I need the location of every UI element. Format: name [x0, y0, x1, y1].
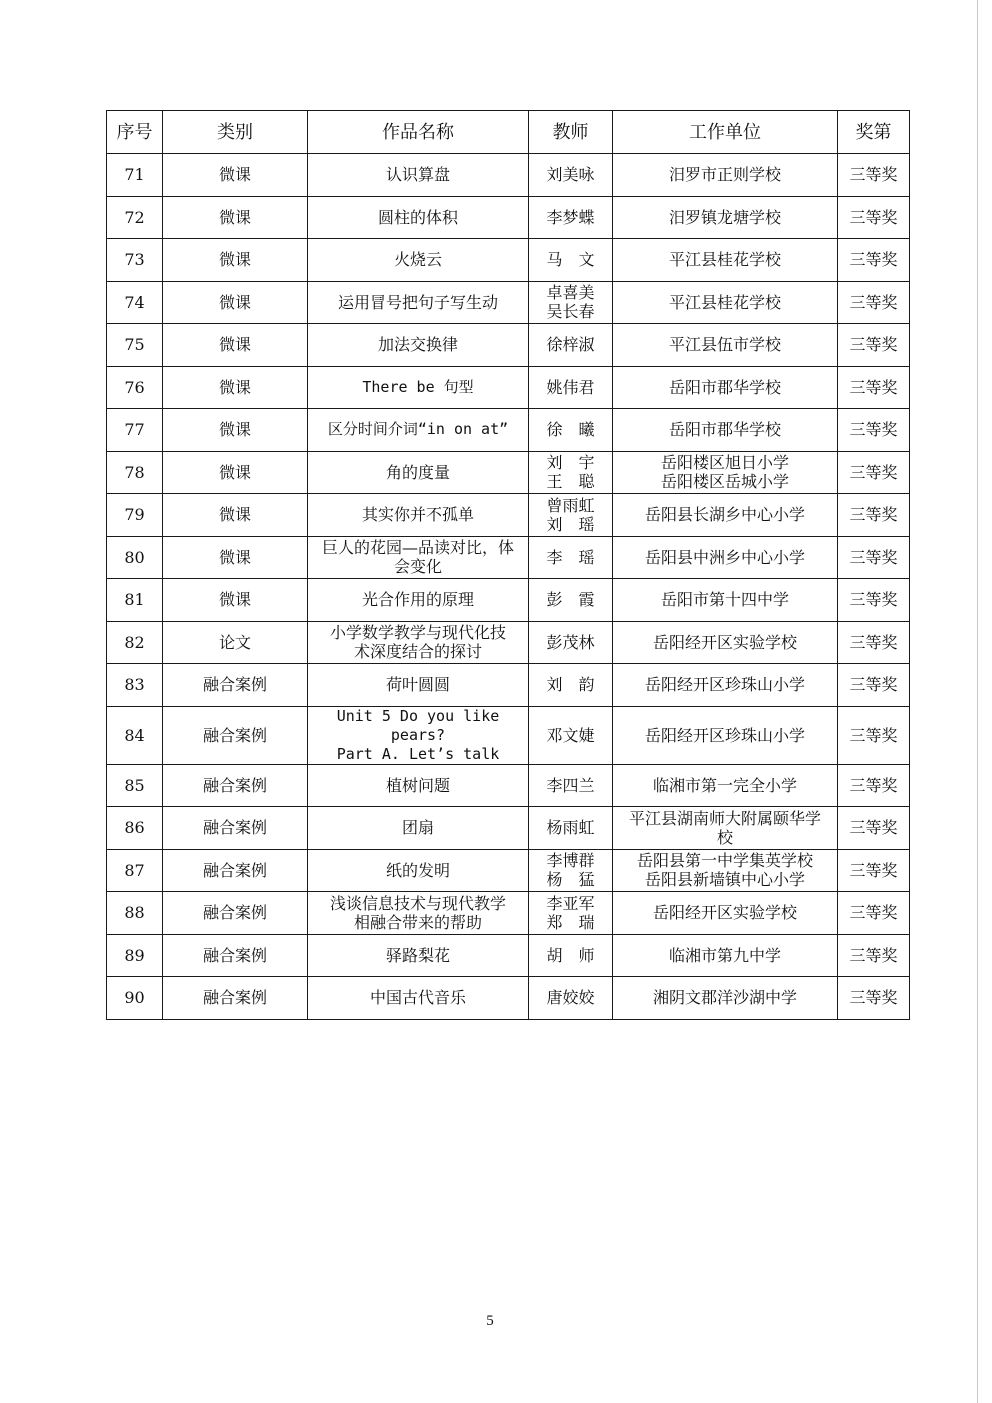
- row-category: 融合案例: [163, 807, 308, 850]
- row-unit: [613, 409, 838, 452]
- row-unit: [613, 764, 838, 807]
- row-award: 三等奖: [838, 807, 910, 850]
- row-award: 三等奖: [838, 977, 910, 1020]
- row-teacher: [529, 807, 613, 850]
- row-category: 微课: [163, 494, 308, 537]
- row-category: 融合案例: [163, 977, 308, 1020]
- table-row: [107, 977, 910, 1020]
- row-work-title-line: 圆柱的体积: [377, 207, 458, 227]
- row-teacher: [529, 239, 613, 282]
- row-unit: [613, 977, 838, 1020]
- page-number: 5: [486, 1313, 494, 1329]
- row-unit: [613, 664, 838, 707]
- row-work-title-line: 认识算盘: [385, 165, 450, 185]
- row-unit: [613, 451, 838, 494]
- row-teacher-line: 刘美咏: [546, 165, 595, 185]
- table-row: [107, 892, 910, 935]
- row-category: 融合案例: [163, 664, 308, 707]
- row-work-title-line: 纸的发明: [385, 860, 450, 880]
- table-row: [107, 366, 910, 409]
- row-number: 84: [107, 706, 163, 764]
- row-unit-line: 岳阳楼区岳城小学: [660, 472, 789, 492]
- row-unit-line: 岳阳经开区实验学校: [652, 632, 797, 652]
- row-teacher-line: 彭 霞: [546, 590, 595, 610]
- row-unit: [613, 196, 838, 239]
- table-row: [107, 239, 910, 282]
- row-award: 三等奖: [838, 621, 910, 664]
- row-award: 三等奖: [838, 664, 910, 707]
- row-number: 81: [107, 579, 163, 622]
- row-unit-line: 岳阳县长湖乡中心小学: [644, 505, 805, 525]
- row-teacher: [529, 977, 613, 1020]
- row-category: 微课: [163, 366, 308, 409]
- row-work-title-line: 巨人的花园—品读对比，体: [321, 538, 514, 558]
- row-work-title: [308, 621, 529, 664]
- row-work-title-line: 角的度量: [385, 462, 450, 482]
- row-unit: [613, 934, 838, 977]
- row-unit-line: 岳阳经开区珍珠山小学: [644, 725, 805, 745]
- row-work-title: [308, 494, 529, 537]
- row-work-title-line: 火烧云: [393, 250, 442, 270]
- table-row: [107, 664, 910, 707]
- row-unit-line: 平江县桂花学校: [668, 292, 781, 312]
- row-award: 三等奖: [838, 579, 910, 622]
- header-category: 类别: [163, 111, 308, 154]
- row-teacher-line: 刘 韵: [546, 675, 595, 695]
- table-body: [107, 154, 910, 1020]
- row-number: 89: [107, 934, 163, 977]
- row-award: 三等奖: [838, 239, 910, 282]
- row-number: 85: [107, 764, 163, 807]
- row-award: 三等奖: [838, 536, 910, 579]
- row-unit: [613, 621, 838, 664]
- row-work-title: [308, 706, 529, 764]
- row-teacher-line: 曾雨虹: [546, 495, 595, 515]
- table-row: [107, 451, 910, 494]
- row-work-title: [308, 409, 529, 452]
- row-work-title: [308, 892, 529, 935]
- row-teacher-line: 卓喜美: [546, 283, 595, 303]
- row-work-title-line: 植树问题: [385, 775, 450, 795]
- row-teacher: [529, 154, 613, 197]
- row-unit-line: 平江县桂花学校: [668, 250, 781, 270]
- row-work-title-line: 术深度结合的探讨: [353, 642, 482, 662]
- row-teacher: [529, 579, 613, 622]
- row-unit-line: 临湘市第九中学: [668, 945, 781, 965]
- row-unit-line: 岳阳市郡华学校: [668, 377, 781, 397]
- row-unit: [613, 366, 838, 409]
- row-work-title-line: 浅谈信息技术与现代教学: [329, 893, 506, 913]
- row-unit-line: 校: [716, 827, 733, 847]
- row-teacher-line: 李 瑶: [546, 547, 595, 567]
- header-teacher: 教师: [529, 111, 613, 154]
- table-row: [107, 536, 910, 579]
- row-unit-line: 岳阳县第一中学集英学校: [636, 851, 813, 871]
- row-work-title-line: 区分时间介词“in on at”: [327, 420, 509, 439]
- row-teacher: [529, 324, 613, 367]
- row-teacher-line: 王 聪: [546, 472, 595, 492]
- row-unit-line: 岳阳经开区实验学校: [652, 903, 797, 923]
- row-work-title: [308, 579, 529, 622]
- row-teacher-line: 徐梓淑: [546, 335, 595, 355]
- row-teacher-line: 姚伟君: [546, 377, 595, 397]
- table-row: [107, 281, 910, 324]
- row-teacher-line: 刘 宇: [546, 453, 595, 473]
- row-category: 微课: [163, 196, 308, 239]
- row-teacher-line: 李亚军: [546, 893, 595, 913]
- row-work-title: [308, 764, 529, 807]
- row-teacher: [529, 366, 613, 409]
- table-row: [107, 706, 910, 764]
- row-unit: [613, 494, 838, 537]
- row-teacher: [529, 494, 613, 537]
- row-work-title: [308, 239, 529, 282]
- row-award: 三等奖: [838, 324, 910, 367]
- table-row: [107, 934, 910, 977]
- table-row: [107, 849, 910, 892]
- row-work-title-line: Part A. Let’s talk: [336, 744, 500, 763]
- row-teacher: [529, 536, 613, 579]
- row-work-title: [308, 154, 529, 197]
- row-award: 三等奖: [838, 451, 910, 494]
- row-category: 微课: [163, 239, 308, 282]
- row-category: 微课: [163, 409, 308, 452]
- table-row: [107, 196, 910, 239]
- row-number: 78: [107, 451, 163, 494]
- table-header-row: [107, 111, 910, 154]
- row-unit: [613, 239, 838, 282]
- row-unit: [613, 849, 838, 892]
- row-work-title-line: 中国古代音乐: [369, 988, 466, 1008]
- row-number: 88: [107, 892, 163, 935]
- row-unit: [613, 706, 838, 764]
- row-unit-line: 平江县伍市学校: [668, 335, 781, 355]
- table-row: [107, 494, 910, 537]
- row-work-title-line: 会变化: [393, 557, 442, 577]
- row-award: 三等奖: [838, 849, 910, 892]
- row-work-title: [308, 934, 529, 977]
- row-category: 微课: [163, 451, 308, 494]
- table-row: [107, 579, 910, 622]
- row-category: 融合案例: [163, 849, 308, 892]
- table-row: [107, 409, 910, 452]
- row-award: 三等奖: [838, 366, 910, 409]
- row-number: 87: [107, 849, 163, 892]
- row-unit: [613, 536, 838, 579]
- row-teacher-line: 李博群: [546, 851, 595, 871]
- row-teacher-line: 唐姣姣: [546, 988, 595, 1008]
- row-number: 77: [107, 409, 163, 452]
- row-unit-line: 湘阴文郡洋沙湖中学: [652, 988, 797, 1008]
- row-award: 三等奖: [838, 494, 910, 537]
- row-teacher-line: 徐 曦: [546, 420, 595, 440]
- row-number: 79: [107, 494, 163, 537]
- row-teacher: [529, 281, 613, 324]
- row-work-title-line: 光合作用的原理: [361, 590, 474, 610]
- row-work-title: [308, 536, 529, 579]
- row-teacher-line: 郑 瑞: [546, 912, 595, 932]
- row-work-title-line: Unit 5 Do you like pears?: [336, 706, 500, 744]
- row-work-title-line: There be 句型: [362, 377, 474, 396]
- row-unit-line: 汨罗镇龙塘学校: [668, 207, 781, 227]
- row-award: 三等奖: [838, 934, 910, 977]
- row-number: 80: [107, 536, 163, 579]
- header-no: 序号: [107, 111, 163, 154]
- row-work-title: [308, 664, 529, 707]
- row-teacher-line: 李四兰: [546, 775, 595, 795]
- row-work-title-line: 小学数学教学与现代化技: [329, 623, 506, 643]
- row-teacher-line: 彭茂林: [546, 632, 595, 652]
- row-teacher: [529, 892, 613, 935]
- row-unit-line: 岳阳市第十四中学: [660, 590, 789, 610]
- row-work-title-line: 驿路梨花: [385, 945, 450, 965]
- row-teacher: [529, 451, 613, 494]
- row-teacher: [529, 664, 613, 707]
- row-teacher-line: 刘 瑶: [546, 514, 595, 534]
- row-teacher: [529, 409, 613, 452]
- award-table: [106, 110, 910, 1020]
- row-category: 融合案例: [163, 706, 308, 764]
- row-teacher: [529, 849, 613, 892]
- row-category: 微课: [163, 579, 308, 622]
- row-teacher-line: 吴长春: [546, 302, 595, 322]
- row-award: 三等奖: [838, 196, 910, 239]
- row-work-title: [308, 366, 529, 409]
- row-award: 三等奖: [838, 154, 910, 197]
- row-work-title-line: 运用冒号把句子写生动: [337, 292, 498, 312]
- row-unit-line: 平江县湖南师大附属颐华学: [628, 808, 821, 828]
- row-work-title-line: 加法交换律: [377, 335, 458, 355]
- table-row: [107, 154, 910, 197]
- row-award: 三等奖: [838, 764, 910, 807]
- row-teacher-line: 马 文: [546, 250, 595, 270]
- row-number: 76: [107, 366, 163, 409]
- row-work-title-line: 其实你并不孤单: [361, 505, 474, 525]
- row-number: 73: [107, 239, 163, 282]
- row-unit-line: 岳阳经开区珍珠山小学: [644, 675, 805, 695]
- header-unit: 工作单位: [613, 111, 838, 154]
- row-number: 72: [107, 196, 163, 239]
- row-award: 三等奖: [838, 409, 910, 452]
- row-teacher: [529, 764, 613, 807]
- row-award: 三等奖: [838, 706, 910, 764]
- row-unit: [613, 807, 838, 850]
- table-row: [107, 324, 910, 367]
- row-teacher: [529, 196, 613, 239]
- row-work-title: [308, 977, 529, 1020]
- row-work-title: [308, 451, 529, 494]
- row-unit-line: 汨罗市正则学校: [668, 165, 781, 185]
- row-category: 融合案例: [163, 764, 308, 807]
- row-teacher-line: 邓文婕: [546, 725, 595, 745]
- row-unit-line: 岳阳楼区旭日小学: [660, 453, 789, 473]
- row-teacher: [529, 706, 613, 764]
- row-category: 微课: [163, 281, 308, 324]
- row-unit: [613, 892, 838, 935]
- row-work-title: [308, 281, 529, 324]
- row-work-title: [308, 807, 529, 850]
- row-work-title: [308, 196, 529, 239]
- row-number: 75: [107, 324, 163, 367]
- row-category: 微课: [163, 324, 308, 367]
- row-unit: [613, 324, 838, 367]
- table-row: [107, 764, 910, 807]
- row-work-title-line: 相融合带来的帮助: [353, 912, 482, 932]
- row-category: 融合案例: [163, 892, 308, 935]
- row-number: 90: [107, 977, 163, 1020]
- row-unit-line: 岳阳县中洲乡中心小学: [644, 547, 805, 567]
- row-teacher-line: 李梦蝶: [546, 207, 595, 227]
- row-number: 71: [107, 154, 163, 197]
- page-edge-line: [977, 0, 978, 1403]
- row-teacher-line: 杨 猛: [546, 870, 595, 890]
- row-category: 微课: [163, 536, 308, 579]
- row-number: 83: [107, 664, 163, 707]
- row-unit: [613, 281, 838, 324]
- header-work: 作品名称: [308, 111, 529, 154]
- row-work-title-line: 荷叶圆圆: [385, 675, 450, 695]
- row-work-title-line: 团扇: [401, 818, 434, 838]
- row-work-title: [308, 324, 529, 367]
- table-row: [107, 807, 910, 850]
- row-number: 74: [107, 281, 163, 324]
- row-teacher-line: 胡 师: [546, 945, 595, 965]
- row-number: 86: [107, 807, 163, 850]
- row-unit-line: 岳阳市郡华学校: [668, 420, 781, 440]
- header-award: 奖第: [838, 111, 910, 154]
- row-award: 三等奖: [838, 892, 910, 935]
- row-teacher-line: 杨雨虹: [546, 818, 595, 838]
- row-teacher: [529, 621, 613, 664]
- row-category: 论文: [163, 621, 308, 664]
- row-unit-line: 岳阳县新墙镇中心小学: [644, 870, 805, 890]
- row-category: 融合案例: [163, 934, 308, 977]
- row-unit-line: 临湘市第一完全小学: [652, 775, 797, 795]
- row-award: 三等奖: [838, 281, 910, 324]
- row-number: 82: [107, 621, 163, 664]
- row-work-title: [308, 849, 529, 892]
- row-teacher: [529, 934, 613, 977]
- row-unit: [613, 154, 838, 197]
- row-unit: [613, 579, 838, 622]
- row-category: 微课: [163, 154, 308, 197]
- table-row: [107, 621, 910, 664]
